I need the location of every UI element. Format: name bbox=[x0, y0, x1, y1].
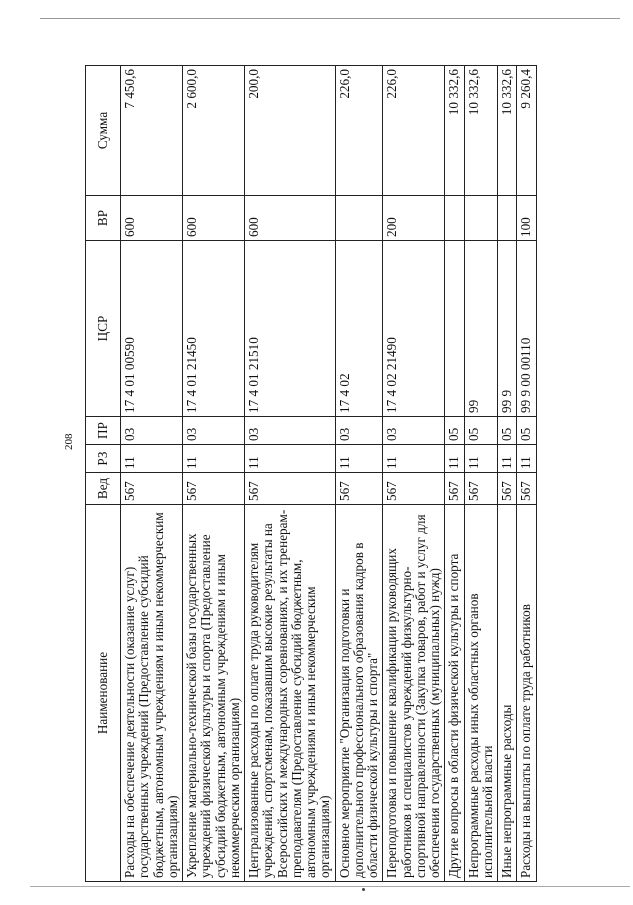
table-row bbox=[464, 66, 498, 882]
cell-ved: 567 bbox=[245, 473, 336, 505]
cell-pr: 03 bbox=[335, 417, 383, 445]
scan-edge-top bbox=[40, 18, 620, 19]
cell-ved: 567 bbox=[464, 473, 498, 505]
cell-csr: 99 9 00 00110 bbox=[517, 241, 536, 417]
cell-vr: 600 bbox=[121, 196, 183, 241]
header-pr: ПР bbox=[86, 417, 121, 445]
cell-rz: 11 bbox=[498, 445, 517, 473]
cell-vr bbox=[464, 196, 498, 241]
cell-vr: 600 bbox=[183, 196, 245, 241]
table-row bbox=[445, 66, 464, 882]
cell-rz: 11 bbox=[121, 445, 183, 473]
rotated-table-container bbox=[85, 66, 615, 882]
header-sum: Сумма bbox=[86, 66, 121, 196]
cell-ved: 567 bbox=[498, 473, 517, 505]
cell-pr: 03 bbox=[245, 417, 336, 445]
cell-name: Непрограммные расходы иных областных органов исполнительной власти bbox=[464, 505, 498, 882]
cell-ved: 567 bbox=[335, 473, 383, 505]
cell-sum: 226,0 bbox=[383, 66, 445, 196]
cell-sum: 7 450,6 bbox=[121, 66, 183, 196]
cell-csr: 99 bbox=[464, 241, 498, 417]
cell-pr: 05 bbox=[498, 417, 517, 445]
cell-pr: 03 bbox=[383, 417, 445, 445]
scan-speck bbox=[362, 888, 365, 891]
cell-vr: 600 bbox=[245, 196, 336, 241]
cell-rz: 11 bbox=[383, 445, 445, 473]
table-row bbox=[183, 66, 245, 882]
table-row bbox=[121, 66, 183, 882]
header-name: Наименование bbox=[86, 505, 121, 882]
cell-pr: 03 bbox=[121, 417, 183, 445]
cell-vr bbox=[335, 196, 383, 241]
cell-ved: 567 bbox=[517, 473, 536, 505]
cell-name: Переподготовка и повышение квалификации руководящих работников и специалистов учреждений физкультурно-спортивной направленности (Закупка товаров, работ и услуг для обеспечения государственных (муниципальных) нужд) bbox=[383, 505, 445, 882]
cell-csr: 17 4 02 bbox=[335, 241, 383, 417]
cell-vr: 100 bbox=[517, 196, 536, 241]
cell-name: Другие вопросы в области физической культуры и спорта bbox=[445, 505, 464, 882]
cell-vr: 200 bbox=[383, 196, 445, 241]
scan-edge-bottom bbox=[30, 886, 630, 887]
cell-sum: 200,0 bbox=[245, 66, 336, 196]
cell-rz: 11 bbox=[183, 445, 245, 473]
cell-pr: 05 bbox=[445, 417, 464, 445]
page-number: 208 bbox=[63, 433, 75, 450]
cell-ved: 567 bbox=[121, 473, 183, 505]
cell-csr: 17 4 01 21510 bbox=[245, 241, 336, 417]
cell-sum: 10 332,6 bbox=[445, 66, 464, 196]
header-rz: РЗ bbox=[86, 445, 121, 473]
header-vr: ВР bbox=[86, 196, 121, 241]
cell-sum: 10 332,6 bbox=[464, 66, 498, 196]
cell-rz: 11 bbox=[445, 445, 464, 473]
cell-ved: 567 bbox=[183, 473, 245, 505]
cell-pr: 05 bbox=[517, 417, 536, 445]
cell-csr: 17 4 01 00590 bbox=[121, 241, 183, 417]
table-row bbox=[517, 66, 536, 882]
cell-csr: 17 4 01 21450 bbox=[183, 241, 245, 417]
cell-sum: 2 600,0 bbox=[183, 66, 245, 196]
header-ved: Вед bbox=[86, 473, 121, 505]
cell-csr bbox=[445, 241, 464, 417]
cell-sum: 9 260,4 bbox=[517, 66, 536, 196]
table-row bbox=[245, 66, 336, 882]
cell-pr: 03 bbox=[183, 417, 245, 445]
cell-vr bbox=[498, 196, 517, 241]
cell-pr: 05 bbox=[464, 417, 498, 445]
cell-name: Укрепление материально-технической базы государственных учреждений физической культуры и спорта (Предоставление субсидий бюджетным, автономным учреждениям и иным некоммерческим организациям) bbox=[183, 505, 245, 882]
cell-rz: 11 bbox=[517, 445, 536, 473]
table-header-row bbox=[86, 66, 121, 882]
cell-rz: 11 bbox=[245, 445, 336, 473]
table-row bbox=[335, 66, 383, 882]
cell-csr: 17 4 02 21490 bbox=[383, 241, 445, 417]
header-csr: ЦСР bbox=[86, 241, 121, 417]
cell-csr: 99 9 bbox=[498, 241, 517, 417]
cell-name: Расходы на выплаты по оплате труда работников bbox=[517, 505, 536, 882]
cell-name: Расходы на обеспечение деятельности (оказание услуг) государственных учреждений (Предоставление субсидий бюджетным, автономным учреждениям и иным некоммерческим организациям) bbox=[121, 505, 183, 882]
budget-table bbox=[85, 65, 537, 882]
table-row bbox=[498, 66, 517, 882]
table-row bbox=[383, 66, 445, 882]
cell-rz: 11 bbox=[335, 445, 383, 473]
cell-name: Централизованные расходы по оплате труда руководителям учреждений, спортсменам, показавшим высокие результаты на Всероссийских и международных соревнованиях, и их тренерам-преподавателям (Предоставление субсидий бюджетным, автономным учреждениям и иным некоммерческим организациям) bbox=[245, 505, 336, 882]
cell-ved: 567 bbox=[383, 473, 445, 505]
cell-sum: 226,0 bbox=[335, 66, 383, 196]
cell-vr bbox=[445, 196, 464, 241]
cell-name: Иные непрограммные расходы bbox=[498, 505, 517, 882]
cell-ved: 567 bbox=[445, 473, 464, 505]
cell-sum: 10 332,6 bbox=[498, 66, 517, 196]
cell-rz: 11 bbox=[464, 445, 498, 473]
cell-name: Основное мероприятие "Организация подготовки и дополнительного профессионального образования кадров в области физической культуры и спорта" bbox=[335, 505, 383, 882]
